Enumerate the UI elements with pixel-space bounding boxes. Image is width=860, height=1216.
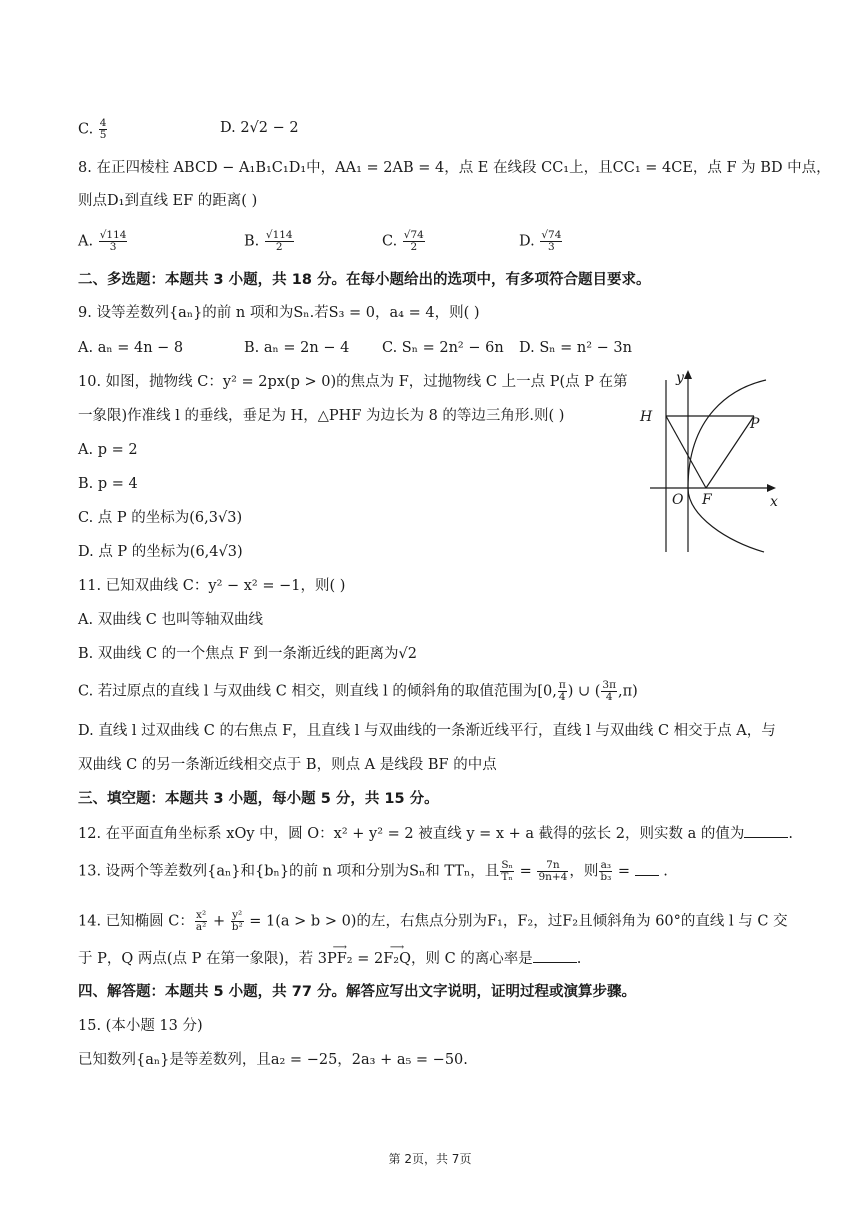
section-2-heading: 二、多选题：本题共 3 小题，共 18 分。在每小题给出的选项中，有多项符合题目要求。 <box>78 272 651 288</box>
q8-option-b: B. $\frac{√114}{2}$ <box>244 229 293 253</box>
y-axis-arrow <box>684 370 692 379</box>
label-x: x <box>770 494 778 510</box>
q10-option-d: D. 点 P 的坐标为(6,4√3) <box>78 544 243 560</box>
q10-stem-line1: 10. 如图，抛物线 C：y² = 2px(p > 0)的焦点为 F，过抛物线 C 上一点 P(点 P 在第 <box>78 374 628 390</box>
q14-stem-line2: 于 P，Q 两点(点 P 在第一象限)，若 3⟶ PF₂ = 2⟶ F₂Q，则 C 的离心率是 . <box>78 948 581 969</box>
q11-option-d-line2: 双曲线 C 的另一条渐近线相交点于 B，则点 A 是线段 BF 的中点 <box>78 757 497 773</box>
label-f: F <box>702 492 712 508</box>
q10-option-b: B. p = 4 <box>78 476 138 492</box>
parabola-curve <box>688 380 766 552</box>
label-p: P <box>750 416 760 432</box>
q11-option-d-line1: D. 直线 l 过双曲线 C 的右焦点 F，且直线 l 与双曲线的一条渐近线平行，直线 l 与双曲线 C 相交于点 A，与 <box>78 723 776 739</box>
q10-stem-line2: 一象限)作准线 l 的垂线，垂足为 H，△PHF 为边长为 8 的等边三角形.则( ) <box>78 408 565 424</box>
q14-answer-blank <box>533 948 577 963</box>
q15-stem: 已知数列{aₙ}是等差数列，且a₂ = −25，2a₃ + a₅ = −50. <box>78 1052 468 1068</box>
page-footer: 第 2页，共 7页 <box>388 1152 472 1166</box>
section-4-heading: 四、解答题：本题共 5 小题，共 77 分。解答应写出文字说明，证明过程或演算步骤。 <box>78 984 636 1000</box>
q7-option-d: D. 2√2 − 2 <box>220 120 299 136</box>
segment-pf <box>706 416 754 488</box>
q9-stem: 9. 设等差数列{aₙ}的前 n 项和为Sₙ.若S₃ = 0，a₄ = 4，则( ) <box>78 305 480 321</box>
section-3-heading: 三、填空题：本题共 3 小题，每小题 5 分，共 15 分。 <box>78 791 439 807</box>
q7-option-c: C. $\frac{4}{5}$ <box>78 117 107 141</box>
label-h: H <box>640 409 653 425</box>
q8-stem-line1: 8. 在正四棱柱 ABCD − A₁B₁C₁D₁中，AA₁ = 2AB = 4，点 E 在线段 CC₁上，且CC₁ = 4CE，点 F 为 BD 中点， <box>78 160 831 176</box>
q11-option-b: B. 双曲线 C 的一个焦点 F 到一条渐近线的距离为√2 <box>78 646 417 662</box>
q10-option-c: C. 点 P 的坐标为(6,3√3) <box>78 510 243 526</box>
label-y: y <box>676 370 684 386</box>
q11-stem: 11. 已知双曲线 C：y² − x² = −1，则( ) <box>78 578 346 594</box>
q9-option-a: A. aₙ = 4n − 8 <box>78 340 184 356</box>
label-o: O <box>672 492 684 508</box>
q8-option-d: D. $\frac{√74}{3}$ <box>519 229 562 253</box>
x-axis-arrow <box>767 484 776 492</box>
q8-option-a: A. $\frac{√114}{3}$ <box>78 229 127 253</box>
segment-hf <box>666 416 706 488</box>
q9-option-b: B. aₙ = 2n − 4 <box>244 340 350 356</box>
q9-option-c: C. Sₙ = 2n² − 6n <box>382 340 504 356</box>
q8-option-c: C. $\frac{√74}{2}$ <box>382 229 424 253</box>
q12-answer-blank <box>744 823 788 838</box>
q9-option-d: D. Sₙ = n² − 3n <box>519 340 632 356</box>
q13-answer-blank <box>635 861 659 876</box>
q15-title: 15. (本小题 13 分) <box>78 1018 203 1034</box>
q10-option-a: A. p = 2 <box>78 442 138 458</box>
q11-option-c: C. 若过原点的直线 l 与双曲线 C 相交，则直线 l 的倾斜角的取值范围为[0, $\frac{\pi}{4}$ ) ∪ ( $\frac{3\pi}{4}$ ,π) <box>78 679 638 703</box>
q14-stem-line1: 14. 已知椭圆 C： $\frac{\text{x²}}{\text{a²}}$ + $\frac{\text{y²}}{\text{b²}}$ = 1(a > b > 0)的左，右焦点分别为F₁，F₂，过F₂且倾斜角为 60°的直线 l 与 C 交 <box>78 909 788 933</box>
q8-stem-line2: 则点D₁到直线 EF 的距离( ) <box>78 193 258 209</box>
q12-stem: 12. 在平面直角坐标系 xOy 中，圆 O：x² + y² = 2 被直线 y = x + a 截得的弦长 2，则实数 a 的值为 . <box>78 823 793 844</box>
q11-option-a: A. 双曲线 C 也叫等轴双曲线 <box>78 612 264 628</box>
parabola-figure <box>636 366 786 558</box>
q13-stem: 13. 设两个等差数列{aₙ}和{bₙ}的前 n 项和分别为Sₙ和 TTₙ，且 $\frac{\text{Sₙ}}{\text{Tₙ}}$ = $\frac{7n}{9n+4}$ ，则 $\frac{\text{a₃}}{\text{b₃}}$ = . <box>78 859 668 883</box>
